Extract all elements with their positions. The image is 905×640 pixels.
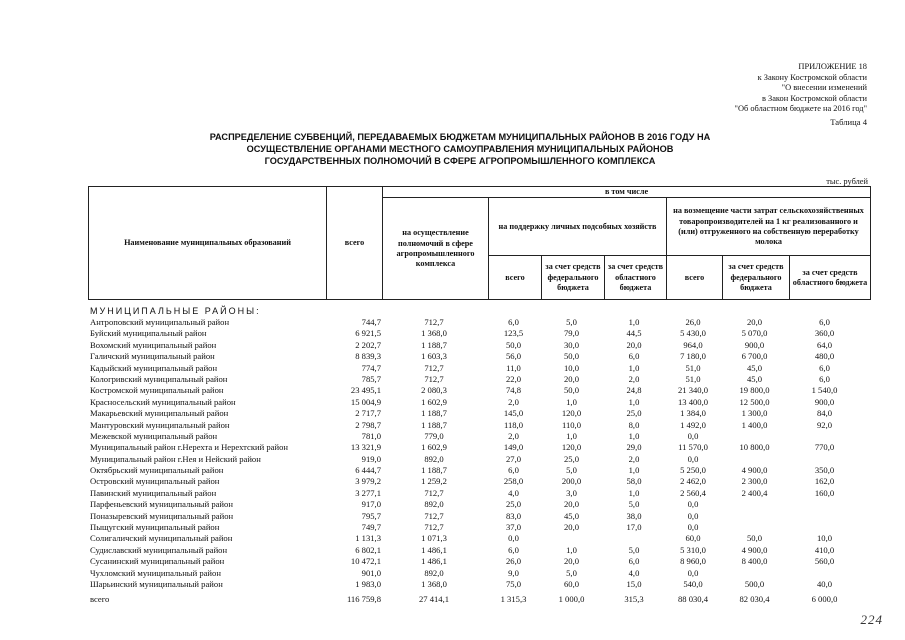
value-cell: [788, 454, 861, 465]
total-cell: 315,3: [624, 594, 644, 605]
value-cell: 9,0: [508, 567, 519, 578]
value-cell: [788, 511, 861, 522]
total-label: всего: [90, 594, 110, 605]
value-cell: 0,0: [687, 522, 699, 533]
value-cell: 5 250,0: [680, 465, 706, 476]
table-row: [90, 351, 872, 362]
title-line: ГОСУДАРСТВЕННЫХ ПОЛНОМОЧИЙ В СФЕРЕ АГРОПРОМЫШЛЕННОГО КОМПЛЕКСА: [264, 156, 656, 166]
value-cell: 5,0: [628, 544, 640, 555]
value-cell: 45,0: [746, 362, 763, 373]
value-cell: 4 900,0: [741, 465, 768, 476]
value-cell: [721, 431, 788, 442]
value-cell: 74,8: [505, 385, 522, 396]
value-cell: 5 430,0: [680, 328, 706, 339]
value-cell: 2 400,4: [741, 487, 768, 498]
value-cell: 712,7: [424, 373, 444, 384]
value-cell: 44,5: [626, 328, 642, 339]
value-cell: [540, 533, 603, 544]
value-cell: 1 131,3: [355, 533, 381, 544]
value-cell: 3,0: [566, 487, 577, 498]
table-row: [90, 317, 872, 328]
value-cell: 10,0: [816, 533, 833, 544]
value-cell: 123,5: [503, 328, 524, 339]
table-row: [90, 363, 872, 374]
district-name: Костромской муниципальный район: [90, 385, 224, 396]
value-cell: 26,0: [505, 556, 522, 567]
value-cell: 781,0: [361, 430, 381, 441]
table-row: [90, 545, 872, 556]
value-cell: 6,0: [508, 544, 519, 555]
total-cell: 88 030,4: [677, 594, 709, 605]
value-cell: 6,0: [508, 317, 519, 327]
value-cell: 1 400,0: [741, 419, 768, 430]
value-cell: 6,0: [628, 351, 640, 362]
total-cell: 6 000,0: [811, 594, 838, 605]
value-cell: 892,0: [424, 453, 444, 464]
value-cell: 21 340,0: [677, 385, 709, 396]
value-cell: 1 603,3: [421, 351, 447, 362]
value-cell: 779,0: [424, 430, 444, 441]
value-cell: 892,0: [424, 567, 444, 578]
value-cell: 5,0: [566, 317, 577, 327]
value-cell: 20,0: [563, 373, 580, 384]
value-cell: 0,0: [687, 567, 699, 578]
value-cell: 23 495,1: [350, 385, 381, 396]
value-cell: 60,0: [563, 578, 580, 589]
district-name: Муниципальный район г.Нея и Нейский район: [90, 453, 261, 464]
value-cell: 26,0: [685, 317, 701, 327]
value-cell: 8,0: [628, 419, 640, 430]
value-cell: 540,0: [683, 578, 703, 589]
district-name: Чухломский муниципальный район: [90, 567, 221, 578]
value-cell: 6 700,0: [741, 351, 768, 362]
value-cell: 160,0: [814, 487, 835, 498]
table-body: [90, 306, 872, 606]
district-name: Кадыйский муниципальный район: [90, 362, 218, 373]
value-cell: [788, 431, 861, 442]
value-cell: 6 444,7: [355, 465, 381, 476]
value-cell: 712,7: [424, 487, 444, 498]
table-row: [90, 556, 872, 567]
value-cell: 1 188,7: [421, 408, 447, 419]
value-cell: 6,0: [508, 465, 519, 476]
value-cell: 58,0: [626, 476, 642, 487]
value-cell: 1 188,7: [421, 419, 447, 430]
annex-line: "О внесении изменений: [781, 83, 867, 93]
district-name: Галичский муниципальный район: [90, 351, 215, 362]
value-cell: 2 560,4: [680, 487, 706, 498]
value-cell: 0,0: [687, 499, 699, 510]
value-cell: 360,0: [814, 328, 835, 339]
value-cell: 1 602,9: [421, 396, 447, 407]
value-cell: 20,0: [563, 499, 580, 510]
value-cell: 744,7: [361, 317, 381, 327]
value-cell: 712,7: [424, 362, 444, 373]
value-cell: 83,0: [505, 510, 522, 521]
value-cell: 1,0: [628, 362, 640, 373]
table-header: [88, 186, 871, 300]
value-cell: 118,0: [503, 419, 524, 430]
section-title: МУНИЦИПАЛЬНЫЕ РАЙОНЫ:: [90, 306, 261, 316]
value-cell: 1 384,0: [680, 408, 706, 419]
value-cell: 1 540,0: [811, 385, 838, 396]
value-cell: 5 070,0: [741, 328, 768, 339]
value-cell: 149,0: [503, 442, 524, 453]
title-line: РАСПРЕДЕЛЕНИЕ СУБВЕНЦИЙ, ПЕРЕДАВАЕМЫХ БЮДЖЕТАМ МУНИЦИПАЛЬНЫХ РАЙОНОВ В 2016 ГОДУ НА: [209, 132, 711, 142]
value-cell: 20,0: [626, 339, 642, 350]
value-cell: 19 800,0: [739, 385, 770, 396]
table-row: [90, 408, 872, 419]
header-sub-federal: за счет средств федерального бюджета: [542, 256, 605, 300]
value-cell: 20,0: [746, 317, 763, 327]
header-powers: на осуществление полномочий в сфере агропромышленного комплекса: [383, 198, 489, 300]
annex-block: [667, 62, 867, 115]
value-cell: 15 004,9: [350, 396, 381, 407]
district-name: Октябрьский муниципальный район: [90, 465, 224, 476]
value-cell: 1 188,7: [421, 465, 447, 476]
value-cell: 17,0: [626, 522, 642, 533]
value-cell: 13 400,0: [677, 396, 709, 407]
value-cell: [788, 568, 861, 579]
value-cell: 4 900,0: [741, 544, 768, 555]
annex-line: "Об областном бюджете на 2016 год": [734, 104, 867, 114]
value-cell: 6,0: [819, 373, 830, 384]
value-cell: 4,0: [508, 487, 519, 498]
value-cell: 50,0: [563, 351, 580, 362]
value-cell: 8 960,0: [680, 556, 706, 567]
value-cell: 785,7: [361, 373, 381, 384]
value-cell: 900,0: [744, 339, 765, 350]
total-cell: 116 759,8: [346, 594, 381, 605]
total-cell: 1 000,0: [558, 594, 585, 605]
total-cell: 1 315,3: [500, 594, 527, 605]
table-row: [90, 499, 872, 510]
value-cell: 12 500,0: [739, 396, 770, 407]
value-cell: 1 486,1: [421, 544, 447, 555]
district-name: Шарьинский муниципальный район: [90, 578, 223, 589]
header-sub-regional: за счет средств областного бюджета: [605, 256, 667, 300]
annex-line: ПРИЛОЖЕНИЕ 18: [798, 62, 867, 71]
value-cell: 64,0: [816, 339, 833, 350]
value-cell: 1 983,0: [355, 578, 381, 589]
value-cell: 919,0: [361, 453, 381, 464]
district-name: Поназыревский муниципальный район: [90, 510, 234, 521]
value-cell: 1 188,7: [421, 339, 447, 350]
value-cell: 60,0: [685, 533, 701, 544]
total-row: [90, 594, 872, 605]
value-cell: 50,0: [746, 533, 763, 544]
header-including: в том числе: [383, 187, 871, 198]
title-line: ОСУЩЕСТВЛЕНИЕ ОРГАНАМИ МЕСТНОГО САМОУПРАВЛЕНИЯ МУНИЦИПАЛЬНЫХ РАЙОНОВ: [246, 144, 674, 154]
value-cell: 2,0: [508, 396, 519, 407]
annex-line: к Закону Костромской области: [757, 72, 867, 82]
value-cell: 29,0: [626, 442, 642, 453]
header-total: всего: [327, 187, 383, 300]
value-cell: 3 979,2: [355, 476, 381, 487]
table-row: [90, 522, 872, 533]
district-name: Сусанинский муниципальный район: [90, 556, 225, 567]
value-cell: 0,0: [508, 533, 519, 544]
page-number: 224: [860, 612, 883, 627]
value-cell: 1,0: [566, 396, 577, 407]
value-cell: 350,0: [814, 465, 835, 476]
value-cell: 500,0: [744, 578, 765, 589]
value-cell: 2,0: [628, 453, 640, 464]
value-cell: 795,7: [361, 510, 381, 521]
table-row: [90, 465, 872, 476]
table-row: [90, 385, 872, 396]
value-cell: 1,0: [628, 317, 640, 327]
value-cell: [603, 533, 665, 544]
value-cell: 917,0: [361, 499, 381, 510]
value-cell: 20,0: [563, 522, 580, 533]
value-cell: 5,0: [566, 465, 577, 476]
value-cell: [788, 499, 861, 510]
total-cell: 27 414,1: [418, 594, 450, 605]
value-cell: [721, 499, 788, 510]
district-name: Пыщугский муниципальный район: [90, 522, 220, 533]
value-cell: 24,8: [626, 385, 642, 396]
value-cell: 410,0: [814, 544, 835, 555]
district-name: Макарьевский муниципальный район: [90, 408, 229, 419]
value-cell: 964,0: [683, 339, 703, 350]
district-name: Буйский муниципальный район: [90, 328, 207, 339]
district-name: Павинский муниципальный район: [90, 487, 217, 498]
value-cell: 10 800,0: [739, 442, 770, 453]
value-cell: 2,0: [628, 373, 640, 384]
value-cell: 0,0: [687, 510, 699, 521]
value-cell: 30,0: [563, 339, 580, 350]
value-cell: 1 368,0: [421, 578, 447, 589]
value-cell: 2 462,0: [680, 476, 706, 487]
district-name: Муниципальный район г.Нерехта и Нерехтский район: [90, 442, 288, 453]
value-cell: 1 071,3: [421, 533, 447, 544]
header-sub-federal: за счет средств федерального бюджета: [723, 256, 790, 300]
value-cell: 1,0: [566, 544, 577, 555]
header-name: Наименование муниципальных образований: [89, 187, 327, 300]
value-cell: 712,7: [424, 510, 444, 521]
value-cell: 6,0: [819, 362, 830, 373]
value-cell: 50,0: [563, 385, 580, 396]
value-cell: 50,0: [505, 339, 522, 350]
header-sub-regional: за счет средств областного бюджета: [790, 256, 871, 300]
annex-line: в Закон Костромской области: [761, 93, 867, 103]
table-row: [90, 568, 872, 579]
value-cell: 2 717,7: [355, 408, 381, 419]
value-cell: 2 300,0: [741, 476, 768, 487]
district-name: Мантуровский муниципальный район: [90, 419, 230, 430]
value-cell: 1,0: [628, 396, 640, 407]
value-cell: 0,0: [687, 430, 699, 441]
value-cell: 27,0: [505, 453, 522, 464]
row-list: [90, 317, 872, 590]
value-cell: 1 492,0: [680, 419, 706, 430]
table-row: [90, 533, 872, 544]
value-cell: 45,0: [563, 510, 580, 521]
value-cell: 10,0: [563, 362, 580, 373]
value-cell: 1,0: [628, 487, 640, 498]
district-name: Антроповский муниципальный район: [90, 317, 230, 327]
value-cell: 56,0: [505, 351, 522, 362]
value-cell: 25,0: [563, 453, 580, 464]
value-cell: 712,7: [424, 317, 444, 327]
district-name: Парфеньевский муниципальный район: [90, 499, 233, 510]
value-cell: 892,0: [424, 499, 444, 510]
table-row: [90, 454, 872, 465]
value-cell: 1,0: [566, 430, 577, 441]
value-cell: 120,0: [561, 442, 582, 453]
header-sub-total: всего: [489, 256, 542, 300]
district-name: Вохомский муниципальный район: [90, 339, 217, 350]
value-cell: 51,0: [685, 373, 701, 384]
value-cell: 6 802,1: [355, 544, 381, 555]
value-cell: 7 180,0: [680, 351, 706, 362]
value-cell: 162,0: [814, 476, 835, 487]
district-name: Солигаличский муниципальный район: [90, 533, 233, 544]
table-row: [90, 340, 872, 351]
value-cell: [721, 454, 788, 465]
value-cell: [721, 511, 788, 522]
document-title: [150, 131, 770, 167]
table-row: [90, 374, 872, 385]
table-row: [90, 431, 872, 442]
value-cell: 22,0: [505, 373, 522, 384]
units-label: тыс. рублей: [826, 177, 868, 186]
value-cell: 1 602,9: [421, 442, 447, 453]
value-cell: 145,0: [503, 408, 524, 419]
table-row: [90, 579, 872, 590]
value-cell: 20,0: [563, 556, 580, 567]
table-row: [90, 442, 872, 453]
table-row: [90, 328, 872, 339]
value-cell: 25,0: [505, 499, 522, 510]
value-cell: 2,0: [508, 430, 519, 441]
value-cell: 1 486,1: [421, 556, 447, 567]
value-cell: 1 259,2: [421, 476, 447, 487]
value-cell: 5,0: [628, 499, 640, 510]
table-row: [90, 397, 872, 408]
table-number: Таблица 4: [830, 117, 867, 127]
value-cell: 900,0: [814, 396, 835, 407]
value-cell: 1,0: [628, 465, 640, 476]
value-cell: 6 921,5: [355, 328, 381, 339]
value-cell: 37,0: [505, 522, 522, 533]
district-name: Межевской муниципальный район: [90, 430, 218, 441]
table-row: [90, 420, 872, 431]
district-name: Красносельский муниципальный район: [90, 396, 236, 407]
value-cell: 120,0: [561, 408, 582, 419]
value-cell: 75,0: [505, 578, 522, 589]
header-sub-total: всего: [667, 256, 723, 300]
value-cell: 8 839,3: [355, 351, 381, 362]
value-cell: [721, 568, 788, 579]
value-cell: 2 080,3: [421, 385, 447, 396]
district-name: Судиславский муниципальный район: [90, 544, 228, 555]
value-cell: [721, 522, 788, 533]
value-cell: 51,0: [685, 362, 701, 373]
value-cell: [788, 522, 861, 533]
value-cell: 1,0: [628, 430, 640, 441]
value-cell: 770,0: [814, 442, 835, 453]
value-cell: 11,0: [506, 362, 521, 373]
value-cell: 2 798,7: [355, 419, 381, 430]
value-cell: 6,0: [628, 556, 640, 567]
value-cell: 110,0: [561, 419, 582, 430]
value-cell: 258,0: [503, 476, 524, 487]
value-cell: 2 202,7: [355, 339, 381, 350]
header-private-farms: на поддержку личных подсобных хозяйств: [489, 198, 667, 256]
value-cell: 200,0: [561, 476, 582, 487]
value-cell: 1 300,0: [741, 408, 768, 419]
value-cell: 901,0: [361, 567, 381, 578]
header-milk: на возмещение части затрат сельскохозяйственных товаропроизводителей на 1 кг реализованного и (или) отгруженного на собственную переработку молока: [667, 198, 871, 256]
district-name: Островский муниципальный район: [90, 476, 220, 487]
value-cell: 84,0: [816, 408, 833, 419]
value-cell: 13 321,9: [350, 442, 381, 453]
value-cell: 1 368,0: [421, 328, 447, 339]
value-cell: 712,7: [424, 522, 444, 533]
table-row: [90, 511, 872, 522]
value-cell: 40,0: [816, 578, 833, 589]
value-cell: 4,0: [628, 567, 640, 578]
value-cell: 79,0: [563, 328, 580, 339]
total-cell: 82 030,4: [739, 594, 770, 605]
value-cell: 3 277,1: [355, 487, 381, 498]
value-cell: 92,0: [816, 419, 833, 430]
value-cell: 774,7: [361, 362, 381, 373]
value-cell: 0,0: [687, 453, 699, 464]
table-row: [90, 488, 872, 499]
value-cell: 15,0: [626, 578, 642, 589]
value-cell: 8 400,0: [741, 556, 768, 567]
value-cell: 10 472,1: [350, 556, 381, 567]
value-cell: 25,0: [626, 408, 642, 419]
value-cell: 11 570,0: [678, 442, 708, 453]
value-cell: 5 310,0: [680, 544, 706, 555]
value-cell: 45,0: [746, 373, 763, 384]
value-cell: 6,0: [819, 317, 830, 327]
value-cell: 560,0: [814, 556, 835, 567]
table-row: [90, 476, 872, 487]
value-cell: 38,0: [626, 510, 642, 521]
value-cell: 480,0: [814, 351, 835, 362]
district-name: Кологривский муниципальный район: [90, 373, 228, 384]
value-cell: 749,7: [361, 522, 381, 533]
value-cell: 5,0: [566, 567, 577, 578]
